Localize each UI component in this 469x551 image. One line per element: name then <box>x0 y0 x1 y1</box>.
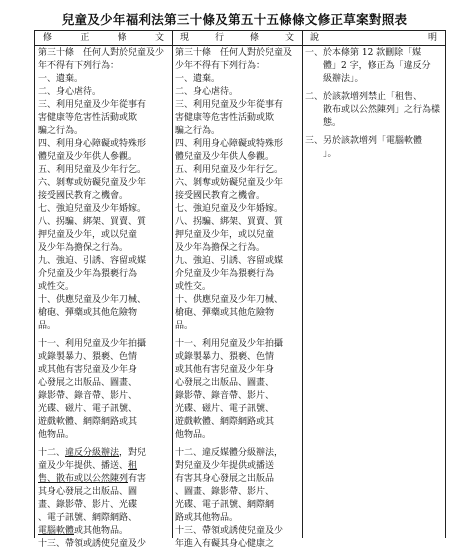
header-revised-char: 修 <box>43 33 53 43</box>
text-line: 十一、利用兒童及少年拍攝 <box>175 339 284 349</box>
text-line: 一、遺棄。 <box>38 74 84 84</box>
text-line: 九、強迫、引誘、容留或媒 <box>175 256 284 266</box>
text-line: 態。 <box>305 118 342 128</box>
current-text-column <box>175 47 300 551</box>
text-line: 散布或以公然陳列」之行為樣 <box>305 105 441 115</box>
amended-phrase: 違反分級辦法 <box>65 448 120 458</box>
amended-phrase: 租 <box>128 461 138 471</box>
text-line: 品。 <box>38 321 57 331</box>
text-line: 十、供應兒童及少年刀械、 <box>175 295 284 305</box>
text-line: 級辦法」。 <box>305 74 364 84</box>
text-line: 十二、違反分級辦法，對兒 <box>38 448 147 458</box>
text-line: 八、拐騙、綁架、買賣、質 <box>38 217 147 227</box>
text-line: 四、利用身心障礙或特殊形 <box>175 139 284 149</box>
header-revised-char: 正 <box>80 33 90 43</box>
text-line: 槍砲、彈藥或其他危險物 <box>38 308 138 318</box>
text-line: 六、剝奪或妨礙兒童及少年 <box>38 178 147 188</box>
text-line: 三、利用兒童及少年從事有 <box>175 100 284 110</box>
text-line: 他物品。 <box>38 430 75 440</box>
text-line: 第三十條 任何人對於兒童及 <box>175 48 293 58</box>
text-line: 十、供應兒童及少年刀械、 <box>38 295 147 305</box>
comparison-table <box>34 30 446 549</box>
text-line: 對兒童及少年提供或播送 <box>175 461 275 471</box>
text-line: 畫、錄影帶、影片、光碟 <box>38 500 138 510</box>
text-line: 七、強迫兒童及少年婚嫁。 <box>175 204 284 214</box>
header-current <box>172 31 302 45</box>
text-line: 光碟、磁片、電子訊號、 <box>175 404 275 414</box>
text-line: 騙之行為。 <box>175 126 221 136</box>
revised-text-column <box>38 47 168 551</box>
text-line: 一、遺棄。 <box>175 74 221 84</box>
text-line: 或其他有害兒童及少年身 <box>38 365 138 375</box>
text-line: 六、剝奪或妨礙兒童及少年 <box>175 178 284 188</box>
text-line: 體兒童及少年供人參觀。 <box>38 152 138 162</box>
text-line: 介兒童及少年為猥褻行為 <box>175 269 275 279</box>
text-line: 或錄製暴力、猥褻、色情 <box>38 352 138 362</box>
text-line: 接受國民教育之機會。 <box>175 191 266 201</box>
text-line: 十三、帶領或誘使兒童及少 <box>175 526 284 536</box>
text-line: 心發展之出版品、圖畫、 <box>175 378 275 388</box>
text-line: 年不得有下列行為： <box>38 61 120 71</box>
table-header-row <box>35 31 445 46</box>
text-line: 其身心發展之出版品、圖 <box>38 487 138 497</box>
text-line: 四、利用身心障礙或特殊形 <box>38 139 147 149</box>
header-revised <box>35 31 172 45</box>
text-line: 錄影帶、錄音帶、影片、 <box>175 391 275 401</box>
text-line: 遊戲軟體、網際網路或其 <box>175 417 275 427</box>
header-current-char: 文 <box>284 33 294 43</box>
text-line: 電腦軟體或其他物品。 <box>38 526 129 536</box>
text-line: 光碟、磁片、電子訊號、 <box>38 404 138 414</box>
text-line: 九、強迫、引誘、容留或媒 <box>38 256 147 266</box>
text-line: 童及少年提供、播送、租 <box>38 461 138 471</box>
text-line: 一、於本條第 12 款刪除「媒 <box>305 48 422 58</box>
text-line: 路或其他物品。 <box>175 513 239 523</box>
text-line: 及少年為擔保之行為。 <box>175 243 266 253</box>
text-line: 五、利用兒童及少年行乞。 <box>175 165 284 175</box>
text-line: 三、另於該款增列「電腦軟體 <box>305 136 423 146</box>
header-revised-char: 文 <box>154 33 164 43</box>
text-line: 三、利用兒童及少年從事有 <box>38 100 147 110</box>
header-explanation-char: 明 <box>427 33 437 43</box>
text-line: 體」2 字，修正為「違反分 <box>305 61 431 71</box>
text-line: 接受國民教育之機會。 <box>38 191 129 201</box>
text-line: 年進入有礙其身心健康之 <box>175 539 275 549</box>
text-line: 槍砲、彈藥或其他危險物 <box>175 308 275 318</box>
text-line: 二、身心虐待。 <box>175 87 239 97</box>
text-line: 押兒童及少年，或以兒童 <box>38 230 138 240</box>
text-line: 八、拐騙、綁架、買賣、質 <box>175 217 284 227</box>
header-explanation-char: 說 <box>310 33 320 43</box>
text-line: 少年不得有下列行為： <box>175 61 266 71</box>
text-line: 心發展之出版品、圖畫、 <box>38 378 138 388</box>
text-line: 、電子訊號、網際網路、 <box>38 513 138 523</box>
text-line: 或錄製暴力、猥褻、色情 <box>175 352 275 362</box>
text-line: 售、散布或以公然陳列有害 <box>38 474 147 484</box>
header-current-char: 行 <box>214 33 224 43</box>
header-current-char: 現 <box>180 33 190 43</box>
text-line: 光碟、電子訊號、網際網 <box>175 500 275 510</box>
amended-phrase: 售、散布或以公然陳列 <box>38 474 129 484</box>
amended-phrase: 電腦軟體 <box>38 526 75 536</box>
header-explanation <box>302 31 445 45</box>
text-line: 或其他有害兒童及少年身 <box>175 365 275 375</box>
text-line: 第三十條 任何人對於兒童及少 <box>38 48 165 58</box>
text-line: 、圖畫、錄影帶、影片、 <box>175 487 275 497</box>
text-line: 體兒童及少年供人參觀。 <box>175 152 275 162</box>
header-revised-char: 條 <box>117 33 127 43</box>
explanation-column <box>305 47 441 161</box>
text-line: 有害其身心發展之出版品 <box>175 474 275 484</box>
text-line: 二、身心虐待。 <box>38 87 102 97</box>
text-line: 五、利用兒童及少年行乞。 <box>38 165 147 175</box>
column-divider <box>302 31 303 538</box>
text-line: 錄影帶、錄音帶、影片、 <box>38 391 138 401</box>
text-line: 遊戲軟體、網際網路或其 <box>38 417 138 427</box>
text-line: 或性交。 <box>175 282 212 292</box>
text-line: 害健康等危害性活動或欺 <box>38 113 138 123</box>
text-line: 騙之行為。 <box>38 126 84 136</box>
text-line: 十一、利用兒童及少年拍攝 <box>38 339 147 349</box>
text-line: 二、於該款增列禁止「租售、 <box>305 92 423 102</box>
text-line: 品。 <box>175 321 194 331</box>
text-line: 押兒童及少年，或以兒童 <box>175 230 275 240</box>
text-line: 十二、違反媒體分級辦法， <box>175 448 284 458</box>
text-line: 介兒童及少年為猥褻行為 <box>38 269 138 279</box>
text-line: 七、強迫兒童及少年婚嫁。 <box>38 204 147 214</box>
column-divider <box>172 31 173 538</box>
header-current-char: 條 <box>249 33 259 43</box>
text-line: 他物品。 <box>175 430 212 440</box>
text-line: 或性交。 <box>38 282 75 292</box>
document-title: 兒童及少年福利法第三十條及第五十五條條文修正草案對照表 <box>61 12 408 27</box>
text-line: 十三、帶領或誘使兒童及少 <box>38 539 147 549</box>
text-line: 害健康等危害性活動或欺 <box>175 113 275 123</box>
text-line: 」。 <box>305 149 337 159</box>
text-line: 及少年為擔保之行為。 <box>38 243 129 253</box>
